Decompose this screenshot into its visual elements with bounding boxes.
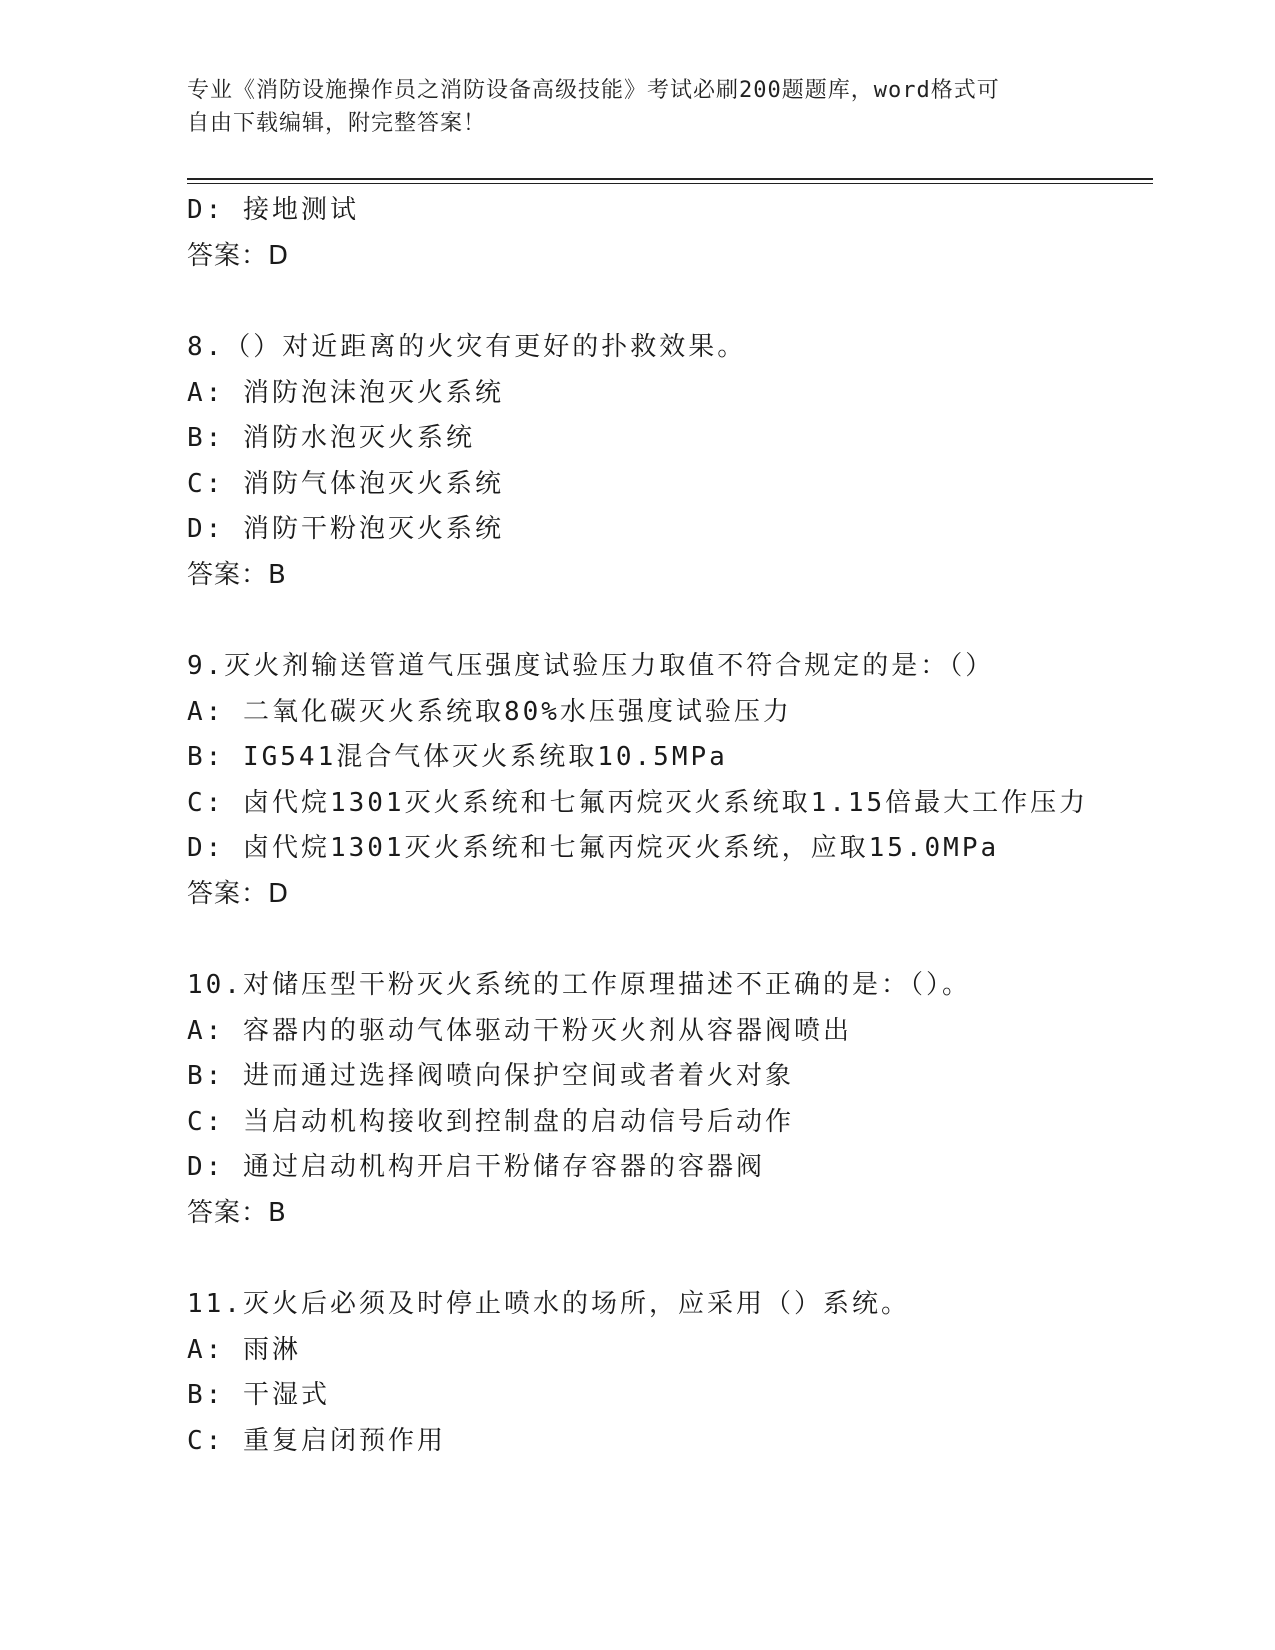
question-block-10 [187, 963, 1153, 1236]
header-line-2: 自由下载编辑，附完整答案！ [187, 111, 487, 136]
header-divider-thick [187, 178, 1153, 180]
option-a: A: 消防泡沫泡灭火系统 [187, 377, 504, 408]
previous-question-tail [187, 188, 1153, 279]
option-a: A: 二氧化碳灭火系统取80%水压强度试验压力 [187, 696, 792, 727]
answer-line: 答案：D [187, 878, 290, 909]
option-c: C: 消防气体泡灭火系统 [187, 468, 504, 499]
question-block-9 [187, 644, 1153, 917]
header-divider-thin [187, 183, 1153, 184]
header-line-1: 专业《消防设施操作员之消防设备高级技能》考试必刷200题题库，word格式可 [187, 78, 1000, 103]
option-c: C: 卤代烷1301灭火系统和七氟丙烷灭火系统取1.15倍最大工作压力 [187, 787, 1089, 818]
question-text: 8.（）对近距离的火灾有更好的扑救效果。 [187, 332, 747, 362]
option-b: B: 消防水泡灭火系统 [187, 423, 475, 453]
question-text: 10.对储压型干粉灭火系统的工作原理描述不正确的是：（）。 [187, 970, 971, 1000]
answer-line: 答案：B [187, 559, 287, 590]
option-b: B: IG541混合气体灭火系统取10.5MPa [187, 742, 728, 772]
option-b: B: 干湿式 [187, 1380, 330, 1410]
option-d: D: 通过启动机构开启干粉储存容器的容器阀 [187, 1152, 765, 1182]
question-block-8 [187, 325, 1153, 598]
question-block-11 [187, 1282, 1153, 1464]
question-content [187, 188, 1153, 1464]
option-c: C: 重复启闭预作用 [187, 1425, 446, 1456]
option-a: A: 雨淋 [187, 1334, 301, 1365]
document-header [187, 74, 1087, 140]
option-a: A: 容器内的驱动气体驱动干粉灭火剂从容器阀喷出 [187, 1015, 852, 1046]
question-text: 11.灭火后必须及时停止喷水的场所，应采用（）系统。 [187, 1289, 910, 1319]
option-d: D: 消防干粉泡灭火系统 [187, 514, 504, 544]
question-text: 9.灭火剂输送管道气压强度试验压力取值不符合规定的是：（） [187, 651, 995, 681]
option-b: B: 进而通过选择阀喷向保护空间或者着火对象 [187, 1061, 794, 1091]
option-c: C: 当启动机构接收到控制盘的启动信号后动作 [187, 1106, 794, 1137]
answer-line: 答案：B [187, 1197, 287, 1228]
answer-line: 答案：D [187, 240, 290, 271]
option-d: D: 卤代烷1301灭火系统和七氟丙烷灭火系统，应取15.0MPa [187, 833, 1000, 863]
option-d: D: 接地测试 [187, 195, 359, 225]
